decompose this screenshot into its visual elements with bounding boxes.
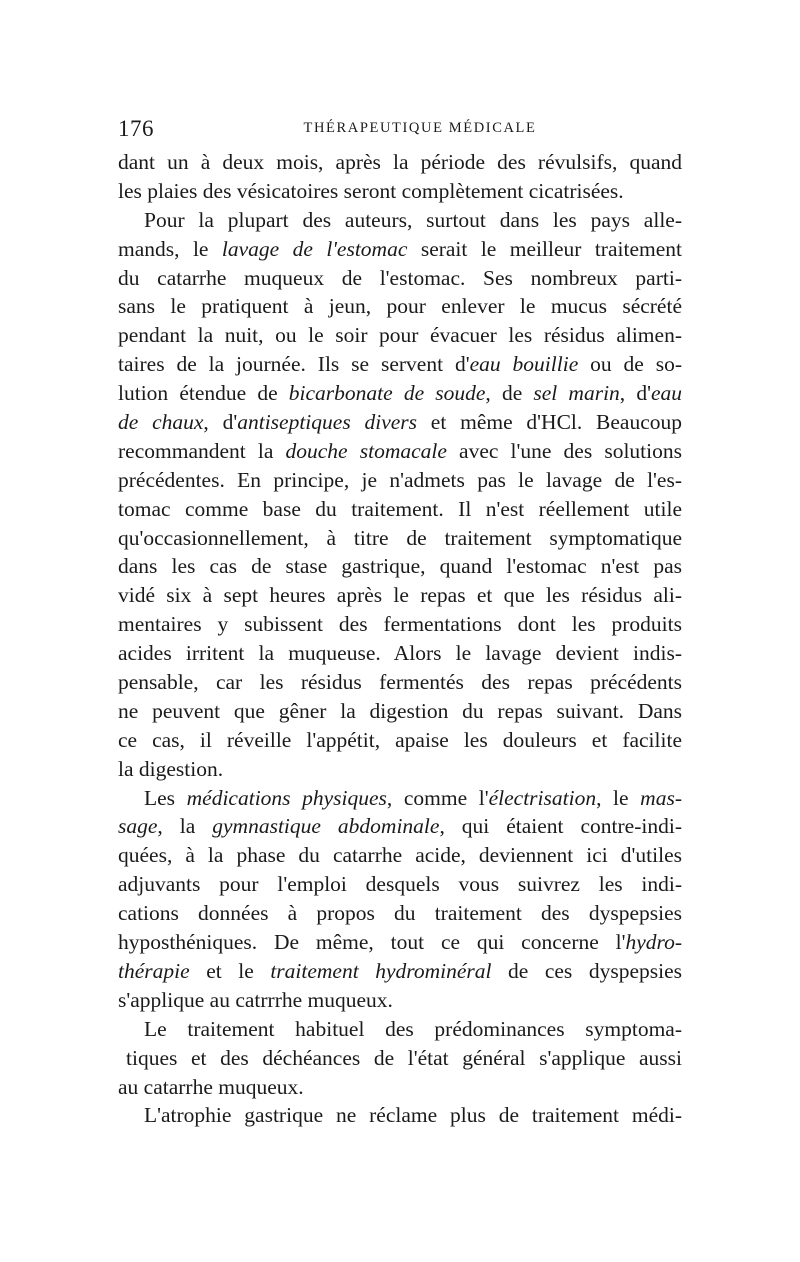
text-segment: Le traitement habituel des prédominances symptoma- [144, 1016, 682, 1041]
italic-text: sel marin [533, 381, 620, 406]
italic-text: traitement hydrominéral [270, 958, 492, 983]
text-segment: du catarrhe muqueux de l'estomac. Ses nombreux parti- [118, 265, 682, 290]
text-segment: dans les cas de stase gastrique, quand l'estomac n'est pas [118, 554, 682, 579]
text-line [118, 466, 682, 495]
text-line [118, 784, 682, 813]
text-segment: ce cas, il réveille l'appétit, apaise les douleurs et facilite [118, 727, 682, 752]
text-segment: ou de so- [578, 352, 682, 377]
text-segment: Les [144, 785, 187, 810]
text-line [118, 408, 682, 437]
italic-text: sage [118, 814, 158, 839]
text-segment: tomac comme base du traitement. Il n'est réellement utile [118, 496, 682, 521]
text-segment: hyposthéniques. De même, tout ce qui concerne l' [118, 930, 626, 955]
text-segment: et le [189, 958, 271, 983]
text-segment: , comme l' [386, 785, 489, 810]
text-segment: sans le pratiquent à jeun, pour enlever le mucus sécrété [118, 294, 682, 319]
text-segment: recommandent la [118, 438, 286, 463]
text-segment: la digestion. [118, 756, 224, 781]
text-line [118, 957, 682, 986]
italic-text: mas- [640, 785, 682, 810]
text-line [118, 726, 682, 755]
text-segment: cations données à propos du traitement des dyspepsies [118, 901, 682, 926]
text-segment: , de [485, 381, 534, 406]
text-segment: précédentes. En principe, je n'admets pas le lavage de l'es- [118, 467, 682, 492]
text-line [118, 755, 682, 784]
italic-text: thérapie [118, 958, 190, 983]
running-title: THÉRAPEUTIQUE MÉDICALE [303, 120, 537, 136]
body-text [118, 148, 682, 1130]
text-line [118, 581, 682, 610]
text-line [118, 870, 682, 899]
italic-text: gymnastique abdominale [212, 814, 440, 839]
italic-text: hydro- [625, 930, 682, 955]
text-segment: qu'occasionnellement, à titre de traitement symptomatique [118, 525, 682, 550]
text-line [118, 610, 682, 639]
text-segment: s'applique au catrrrhe muqueux. [118, 987, 393, 1012]
text-line [118, 321, 682, 350]
text-line [118, 350, 682, 379]
text-segment: taires de la journée. Ils se servent d' [118, 352, 470, 377]
text-line [118, 206, 682, 235]
italic-text: électrisation [488, 785, 597, 810]
text-line [118, 812, 682, 841]
text-segment: L'atrophie gastrique ne réclame plus de traitement médi- [144, 1103, 682, 1128]
text-segment: , le [596, 785, 641, 810]
text-line [118, 292, 682, 321]
text-line [118, 437, 682, 466]
text-line [118, 177, 682, 206]
italic-text: eau bouillie [469, 352, 579, 377]
text-line [118, 986, 682, 1015]
text-segment: acides irritent la muqueuse. Alors le lavage devient indis- [118, 641, 682, 666]
text-line [118, 524, 682, 553]
text-line [118, 148, 682, 177]
italic-text: bicarbonate de soude [288, 381, 486, 406]
text-line [118, 552, 682, 581]
text-line [118, 841, 682, 870]
text-line [118, 1073, 682, 1102]
text-segment: serait le meilleur traitement [407, 236, 682, 261]
text-segment: mentaires y subissent des fermentations dont les produits [118, 612, 682, 637]
text-line [118, 899, 682, 928]
italic-text: lavage de l'estomac [221, 236, 408, 261]
text-line [118, 668, 682, 697]
text-segment: les plaies des vésicatoires seront complètement cicatrisées. [118, 178, 624, 203]
text-segment: au catarrhe muqueux. [118, 1074, 304, 1099]
text-segment: lution étendue de [118, 381, 289, 406]
text-segment: avec l'une des solutions [446, 438, 682, 463]
text-segment: , d' [619, 381, 651, 406]
italic-text: douche stomacale [285, 438, 447, 463]
text-segment: vidé six à sept heures après le repas et que les résidus ali- [118, 583, 682, 608]
text-line [118, 1101, 682, 1130]
italic-text: médications physiques [186, 785, 387, 810]
italic-text: de chaux [118, 410, 204, 435]
text-segment: et même d'HCl. Beaucoup [417, 410, 682, 435]
text-segment: adjuvants pour l'emploi desquels vous suivrez les indi- [118, 872, 682, 897]
text-line [118, 379, 682, 408]
text-line [118, 235, 682, 264]
text-segment: , d' [203, 410, 238, 435]
italic-text: eau [650, 381, 682, 406]
text-segment: pensable, car les résidus fermentés des repas précédents [118, 670, 682, 695]
page-header [118, 114, 682, 142]
text-line [118, 639, 682, 668]
text-segment: quées, à la phase du catarrhe acide, deviennent ici d'utiles [118, 843, 682, 868]
text-line [118, 495, 682, 524]
text-segment: , qui étaient contre-indi- [439, 814, 682, 839]
text-line [118, 928, 682, 957]
text-line [118, 1044, 682, 1073]
text-segment: dant un à deux mois, après la période des révulsifs, quand [118, 150, 682, 174]
italic-text: antiseptiques divers [237, 410, 418, 435]
page-number: 176 [118, 116, 154, 141]
text-line [118, 697, 682, 726]
text-segment: tiques et des déchéances de l'état général s'applique aussi [126, 1045, 682, 1070]
text-segment: pendant la nuit, ou le soir pour évacuer les résidus alimen- [118, 323, 682, 348]
text-segment: de ces dyspepsies [491, 958, 682, 983]
text-line [118, 1015, 682, 1044]
text-segment: , la [157, 814, 213, 839]
text-segment: Pour la plupart des auteurs, surtout dans les pays alle- [144, 207, 682, 232]
text-segment: ne peuvent que gêner la digestion du repas suivant. Dans [118, 698, 682, 723]
text-line [118, 264, 682, 293]
text-segment: mands, le [118, 236, 222, 261]
